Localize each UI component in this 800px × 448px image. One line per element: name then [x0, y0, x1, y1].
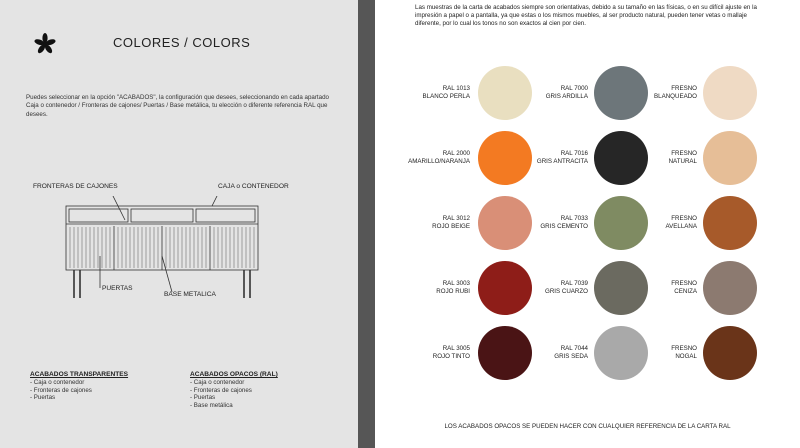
color-swatch [594, 326, 648, 380]
swatch-name: GRIS SEDA [554, 352, 588, 360]
swatch-name: BLANQUEADO [654, 92, 697, 100]
color-swatch [478, 261, 532, 315]
swatch-label [665, 215, 697, 230]
opaque-finishes-list [190, 379, 252, 409]
swatch-name: ROJO RUBI [436, 287, 470, 295]
swatch-code: RAL 7016 [560, 150, 588, 157]
list-item: - Fronteras de cajones [190, 386, 252, 394]
label-doors: PUERTAS [102, 285, 133, 292]
swatch-code: FRESNO [671, 85, 697, 92]
swatch-name: ROJO TINTO [432, 352, 470, 360]
swatch-code: RAL 2000 [442, 150, 470, 157]
transparent-finishes-title: ACABADOS TRANSPARENTES [30, 371, 129, 378]
swatch-label [436, 280, 470, 295]
swatch-name: BLANCO PERLA [422, 92, 470, 100]
color-swatch [703, 261, 757, 315]
color-swatch [703, 66, 757, 120]
swatch-code: FRESNO [671, 215, 697, 222]
swatch-label [671, 280, 697, 295]
swatch-label [554, 345, 588, 360]
swatch-label [432, 215, 470, 230]
swatch-code: FRESNO [671, 345, 697, 352]
left-panel [0, 0, 358, 448]
list-item: - Caja o contenedor [30, 379, 85, 386]
list-item: - Puertas [190, 394, 216, 402]
color-swatch [478, 66, 532, 120]
list-item: - Fronteras de cajones [30, 386, 92, 394]
swatch-name: GRIS ARDILLA [545, 92, 588, 100]
color-swatch [703, 131, 757, 185]
swatch-code: RAL 7000 [560, 85, 588, 92]
swatch-label [671, 345, 697, 360]
swatch-name: NATURAL [668, 157, 697, 165]
swatch-label [408, 150, 470, 165]
swatch-code: RAL 7039 [560, 280, 588, 287]
color-swatch [703, 196, 757, 250]
color-swatch [594, 131, 648, 185]
swatch-label [669, 150, 697, 165]
list-item: - Caja o contenedor [190, 379, 245, 386]
flower-logo-icon [34, 33, 56, 55]
swatch-code: RAL 3005 [442, 345, 470, 352]
color-swatch [594, 261, 648, 315]
color-swatch [594, 66, 648, 120]
list-item: - Puertas [30, 394, 56, 402]
color-swatch [478, 326, 532, 380]
color-swatch [703, 326, 757, 380]
swatch-name: CENIZA [674, 287, 697, 295]
color-swatch [594, 196, 648, 250]
page-divider [358, 0, 375, 448]
intro-text: Puedes seleccionar en la opción "ACABADOS", la configuración que desees, seleccionando en cada apartado Caja o contenedor / Fronteras de cajones/ Puertas / Base metálica, tu elección o diferente referencia RAL que desees. [26, 94, 329, 118]
list-item: - Base metálica [190, 401, 233, 409]
swatch-name: NOGAL [675, 352, 697, 360]
swatch-label [546, 85, 588, 100]
swatch-name: AMARILLO/NARANJA [408, 157, 470, 165]
transparent-finishes-list [30, 379, 92, 402]
swatch-code: RAL 3012 [442, 215, 470, 222]
color-swatch [478, 131, 532, 185]
disclaimer-note: Las muestras de la carta de acabados siempre son orientativas, debido a su tamaño en las físicas, o en su difícil ajuste en la impresión a papel o a pantalla, ya que estas o los mismos muebles, al ser producto natural, pueden tener vetas o mallaje diferente, por lo cual los tonos no son exactos al cien por cien. [415, 4, 757, 27]
swatch-label [423, 85, 470, 100]
swatch-code: FRESNO [671, 150, 697, 157]
swatch-name: ROJO BEIGE [432, 222, 470, 230]
opaque-finishes-title: ACABADOS OPACOS (RAL) [190, 371, 278, 378]
label-box: CAJA o CONTENEDOR [218, 183, 289, 190]
swatch-name: AVELLANA [665, 222, 697, 230]
sideboard-diagram [60, 196, 270, 306]
footer-note: LOS ACABADOS OPACOS SE PUEDEN HACER CON CUALQUIER REFERENCIA DE LA CARTA RAL [444, 423, 731, 430]
swatch-code: RAL 7044 [560, 345, 588, 352]
color-swatch [478, 196, 532, 250]
swatch-code: FRESNO [671, 280, 697, 287]
swatch-label [537, 150, 588, 165]
swatch-code: RAL 3003 [442, 280, 470, 287]
label-metal-base: BASE METALICA [164, 291, 216, 298]
swatch-name: GRIS CUARZO [545, 287, 588, 295]
label-drawer-fronts: FRONTERAS DE CAJONES [33, 183, 118, 190]
swatch-label [433, 345, 470, 360]
swatch-code: RAL 1013 [442, 85, 470, 92]
swatch-code: RAL 7033 [560, 215, 588, 222]
swatch-label [654, 85, 697, 100]
page-title: COLORES / COLORS [113, 35, 251, 50]
swatch-name: GRIS ANTRACITA [536, 157, 588, 165]
swatch-label [540, 215, 588, 230]
swatch-name: GRIS CEMENTO [540, 222, 588, 230]
swatch-label [545, 280, 588, 295]
